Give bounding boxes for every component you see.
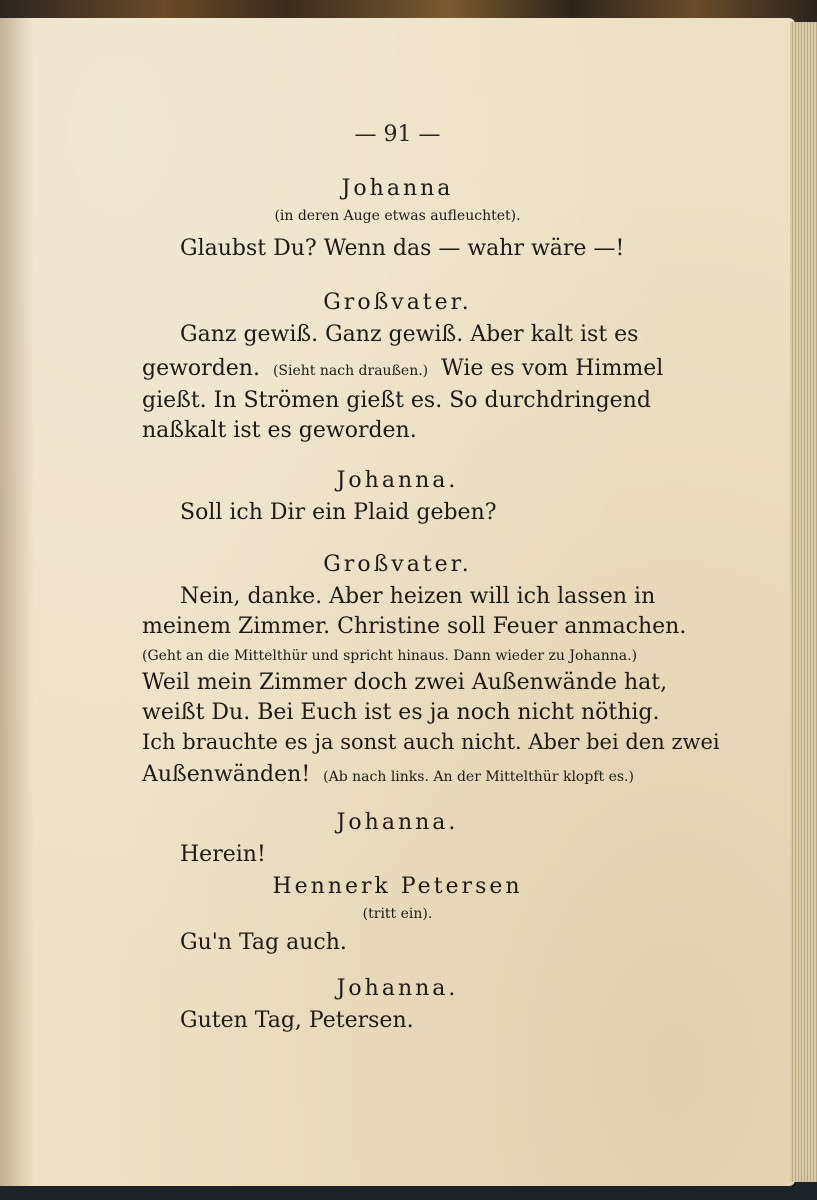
speaker-hennerk-petersen: Hennerk Petersen: [272, 874, 523, 899]
speaker-johanna: Johanna.: [336, 468, 459, 493]
dialogue-line: [142, 762, 640, 787]
speaker-grossvater: Großvater.: [323, 290, 472, 315]
dialogue-line: Soll ich Dir ein Plaid geben?: [180, 500, 497, 525]
stage-direction: (in deren Auge etwas aufleuchtet).: [274, 208, 521, 224]
dialogue-text: Außenwänden!: [142, 762, 311, 787]
stage-direction: (tritt ein).: [362, 906, 433, 922]
dialogue-line: gießt. In Strömen gießt es. So durchdringend: [142, 388, 651, 413]
dialogue-line: Glaubst Du? Wenn das — wahr wäre —!: [180, 236, 625, 261]
dialogue-line: meinem Zimmer. Christine soll Feuer anmachen.: [142, 614, 687, 639]
page: [0, 18, 795, 1186]
dialogue-line: Herein!: [180, 842, 266, 867]
dialogue-line: Guten Tag, Petersen.: [180, 1008, 414, 1033]
page-stack-edges: [790, 22, 817, 1182]
speaker-johanna: Johanna.: [336, 810, 459, 835]
page-number: — 91 —: [354, 122, 441, 147]
speaker-grossvater: Großvater.: [323, 552, 472, 577]
dialogue-text: Wie es vom Himmel: [441, 356, 664, 381]
dialogue-line: Ich brauchte es ja sonst auch nicht. Aber bei den zwei: [142, 730, 720, 754]
stage-direction: (Geht an die Mittelthür und spricht hinaus. Dann wieder zu Johanna.): [142, 648, 638, 664]
dialogue-line: Weil mein Zimmer doch zwei Außenwände hat,: [142, 670, 668, 695]
dialogue-line: weißt Du. Bei Euch ist es ja noch nicht nöthig.: [142, 700, 660, 725]
dialogue-line: Nein, danke. Aber heizen will ich lassen in: [180, 584, 656, 609]
dialogue-line: naßkalt ist es geworden.: [142, 418, 417, 443]
speaker-johanna: Johanna: [341, 176, 454, 201]
speaker-johanna: Johanna.: [336, 976, 459, 1001]
dialogue-text: geworden.: [142, 356, 260, 381]
stage-direction-inline: (Ab nach links. An der Mittelthür klopft es.): [323, 769, 634, 785]
dialogue-line: [142, 356, 663, 381]
dialogue-line: Gu'n Tag auch.: [180, 930, 347, 955]
dialogue-line: Ganz gewiß. Ganz gewiß. Aber kalt ist es: [180, 322, 639, 347]
stage-direction-inline: (Sieht nach draußen.): [272, 363, 429, 379]
